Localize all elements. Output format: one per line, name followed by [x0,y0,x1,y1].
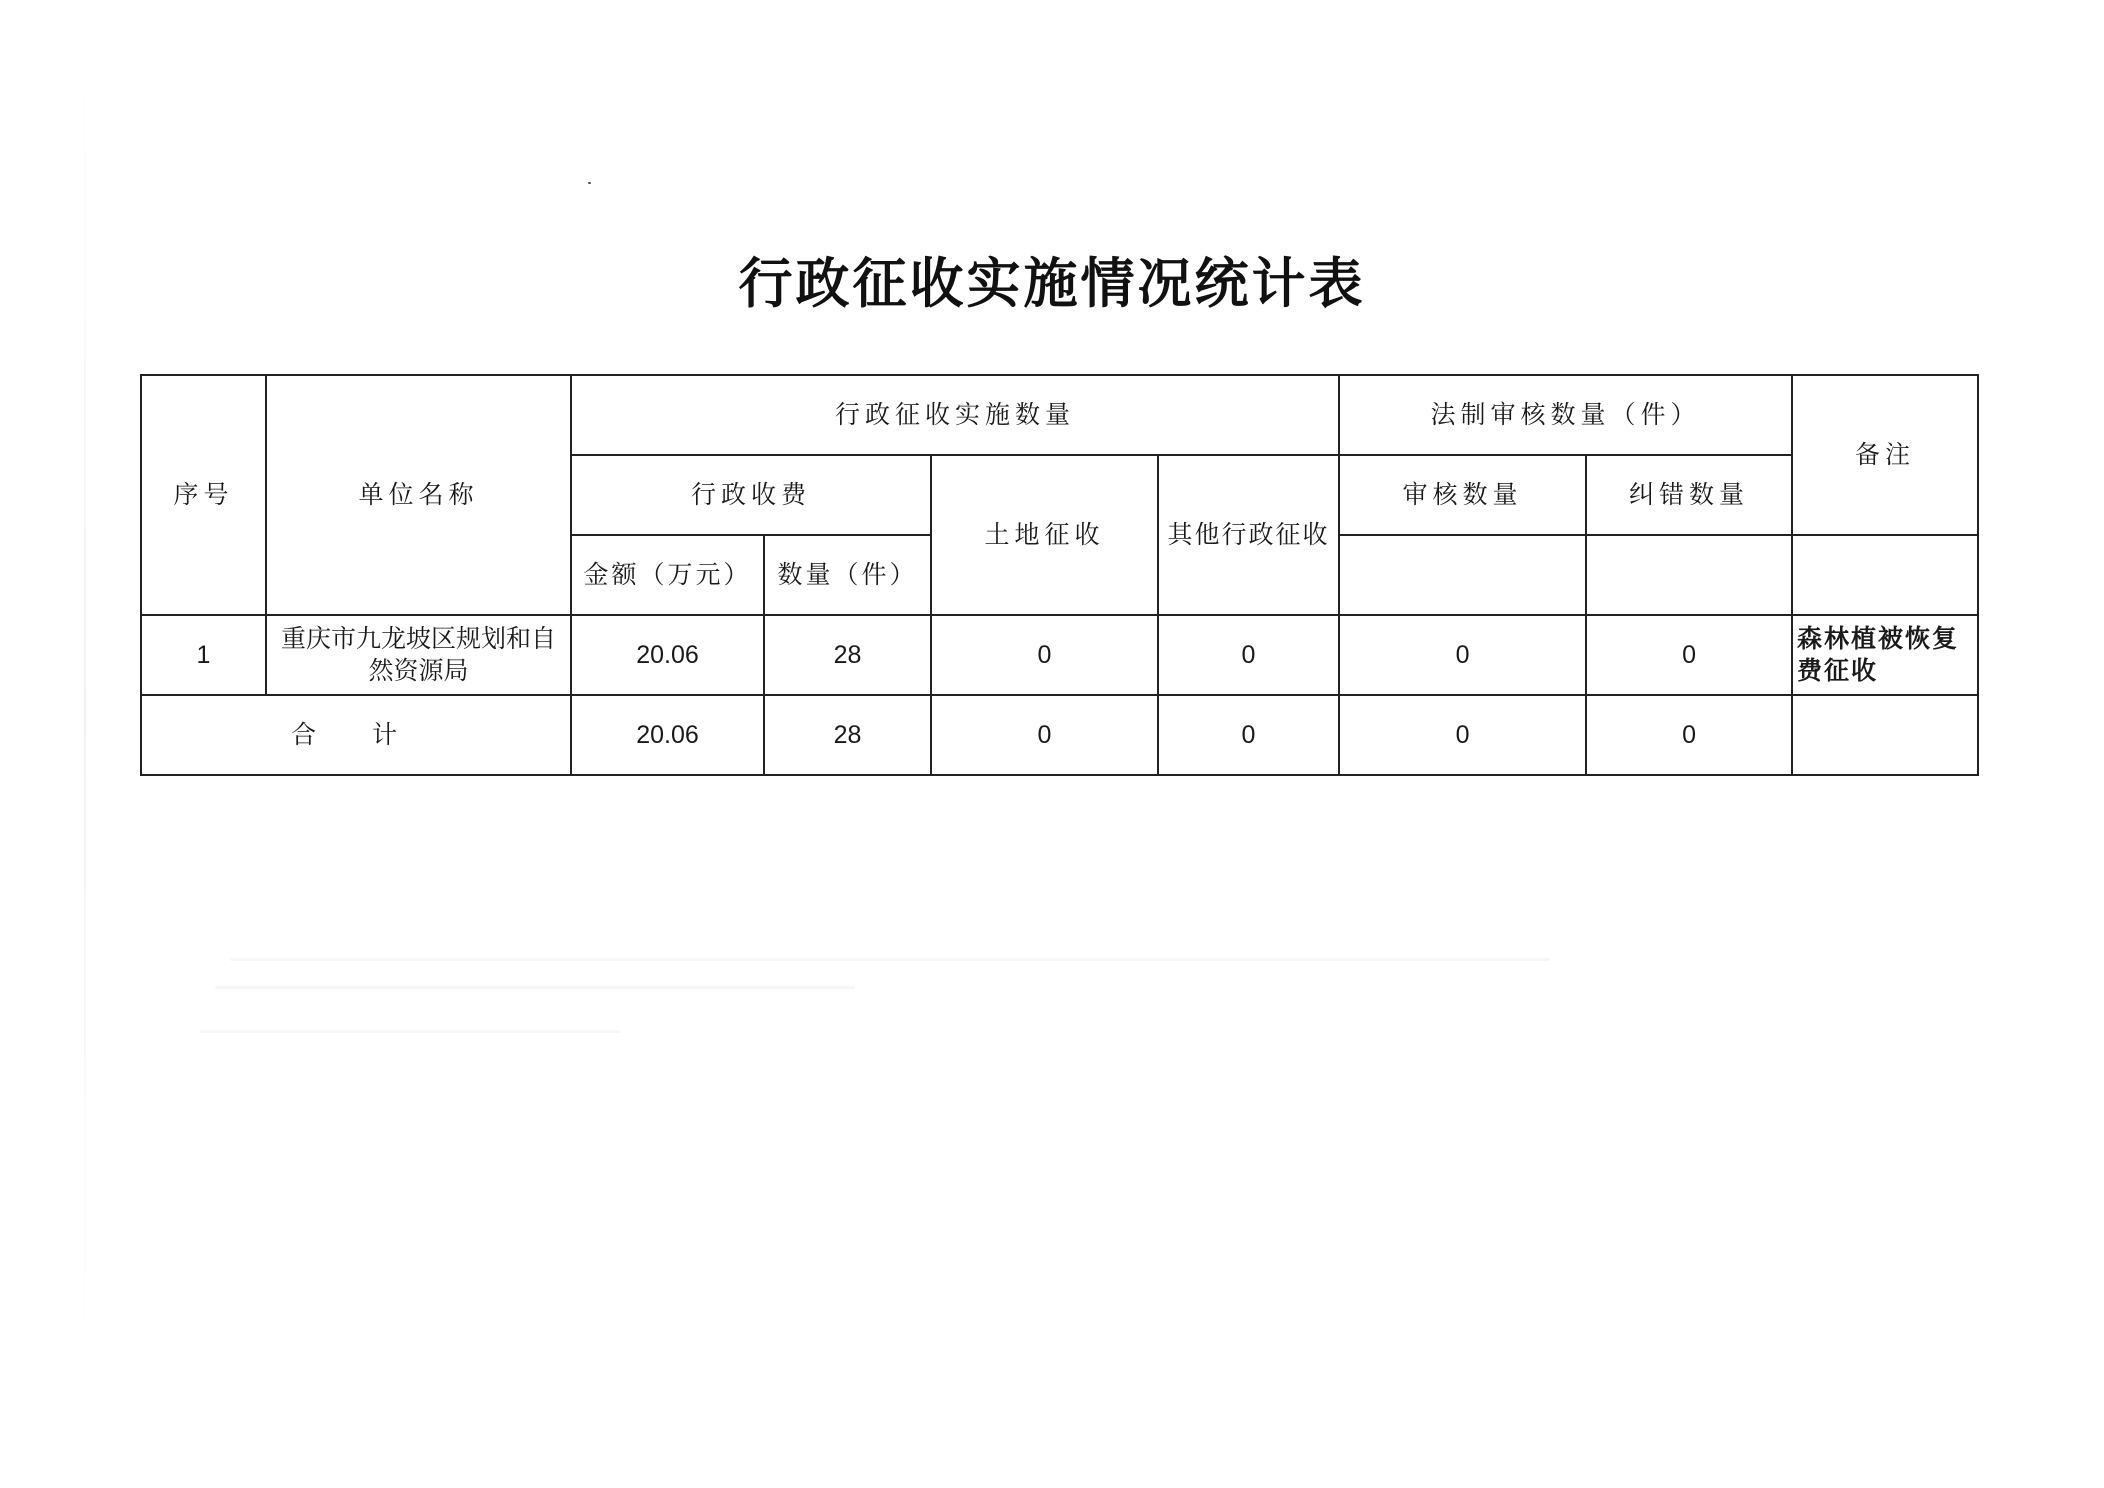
cell-quantity: 28 [764,615,931,695]
header-legal-review-count: 法制审核数量（件） [1339,375,1792,455]
faint-bleed-through-line [230,958,1550,961]
total-label: 合 计 [141,695,571,775]
header-review-count-blank [1339,535,1586,615]
cell-review-count: 0 [1339,615,1586,695]
header-collection-count: 行政征收实施数量 [571,375,1339,455]
cell-correction-count: 0 [1586,615,1792,695]
header-land-expropriation: 土地征收 [931,455,1158,615]
header-row-1 [141,375,1978,455]
header-amount: 金额（万元） [571,535,764,615]
header-seq: 序号 [141,375,266,615]
total-review-count: 0 [1339,695,1586,775]
collection-statistics-table [140,374,1979,776]
cell-remarks: 森林植被恢复费征收 [1792,615,1978,695]
header-review-count: 审核数量 [1339,455,1586,535]
faint-bleed-through-line [200,1030,620,1033]
header-other-collection: 其他行政征收 [1158,455,1339,615]
table-row [141,615,1978,695]
header-admin-fee: 行政收费 [571,455,931,535]
cell-seq: 1 [141,615,266,695]
header-unit-name: 单位名称 [266,375,571,615]
header-quantity: 数量（件） [764,535,931,615]
total-other-collection: 0 [1158,695,1339,775]
scan-speck [588,182,591,184]
header-correction-count-blank [1586,535,1792,615]
cell-unit-name: 重庆市九龙坡区规划和自然资源局 [266,615,571,695]
total-correction-count: 0 [1586,695,1792,775]
cell-other-collection: 0 [1158,615,1339,695]
header-remarks-blank [1792,535,1978,615]
scan-edge-shadow [84,20,86,1400]
cell-amount: 20.06 [571,615,764,695]
faint-bleed-through-line [215,986,855,989]
cell-land-expropriation: 0 [931,615,1158,695]
header-remarks: 备注 [1792,375,1978,535]
total-remarks [1792,695,1978,775]
document-title: 行政征收实施情况统计表 [738,251,1366,315]
total-land-expropriation: 0 [931,695,1158,775]
total-amount: 20.06 [571,695,764,775]
header-correction-count: 纠错数量 [1586,455,1792,535]
total-row [141,695,1978,775]
total-quantity: 28 [764,695,931,775]
